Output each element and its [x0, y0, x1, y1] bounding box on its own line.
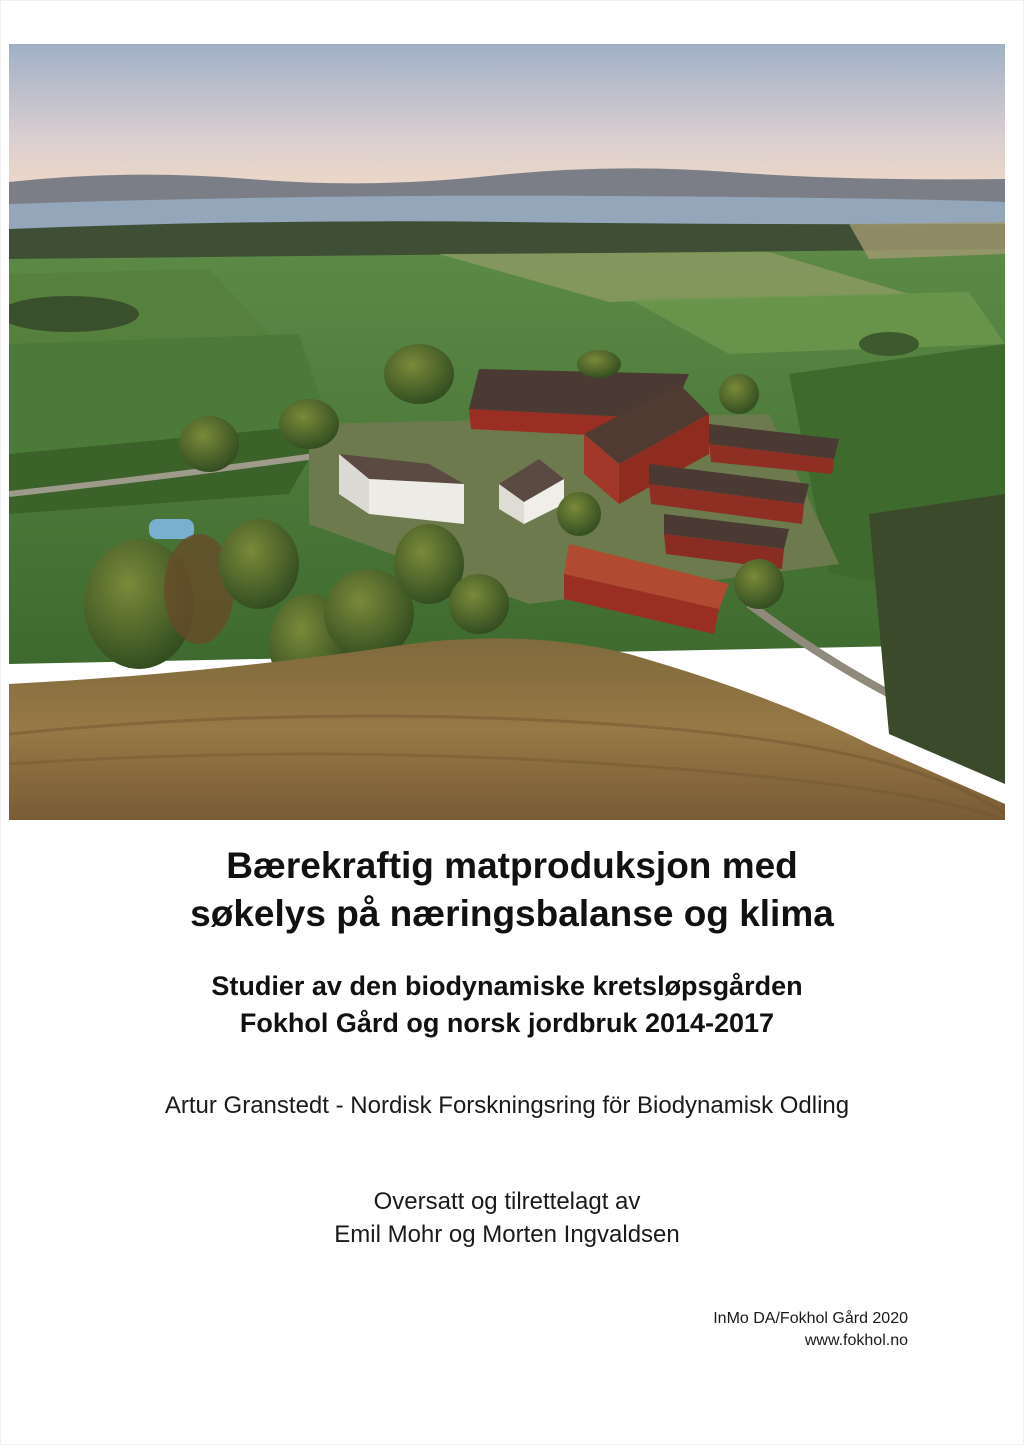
- title-line-2: søkelys på næringsbalanse og klima: [190, 893, 834, 934]
- subtitle-line-1: Studier av den biodynamiske kretsløpsgården: [211, 971, 803, 1001]
- publisher-name: InMo DA/Fokhol Gård 2020: [713, 1310, 908, 1327]
- document-subtitle: [0, 968, 1014, 1042]
- publisher-info: [713, 1308, 908, 1352]
- aerial-farm-illustration: [9, 44, 1005, 820]
- translation-credit: [0, 1185, 1014, 1251]
- translation-label: Oversatt og tilrettelagt av: [373, 1188, 641, 1215]
- author-line: Artur Granstedt - Nordisk Forskningsring för Biodynamisk Odling: [164, 1092, 850, 1119]
- translator-names: Emil Mohr og Morten Ingvaldsen: [334, 1221, 680, 1248]
- document-title: [0, 842, 1024, 938]
- cover-photo: [9, 44, 1005, 820]
- publisher-website: www.fokhol.no: [804, 1332, 908, 1349]
- title-line-1: Bærekraftig matproduksjon med: [226, 845, 798, 886]
- subtitle-line-2: Fokhol Gård og norsk jordbruk 2014-2017: [239, 1008, 775, 1038]
